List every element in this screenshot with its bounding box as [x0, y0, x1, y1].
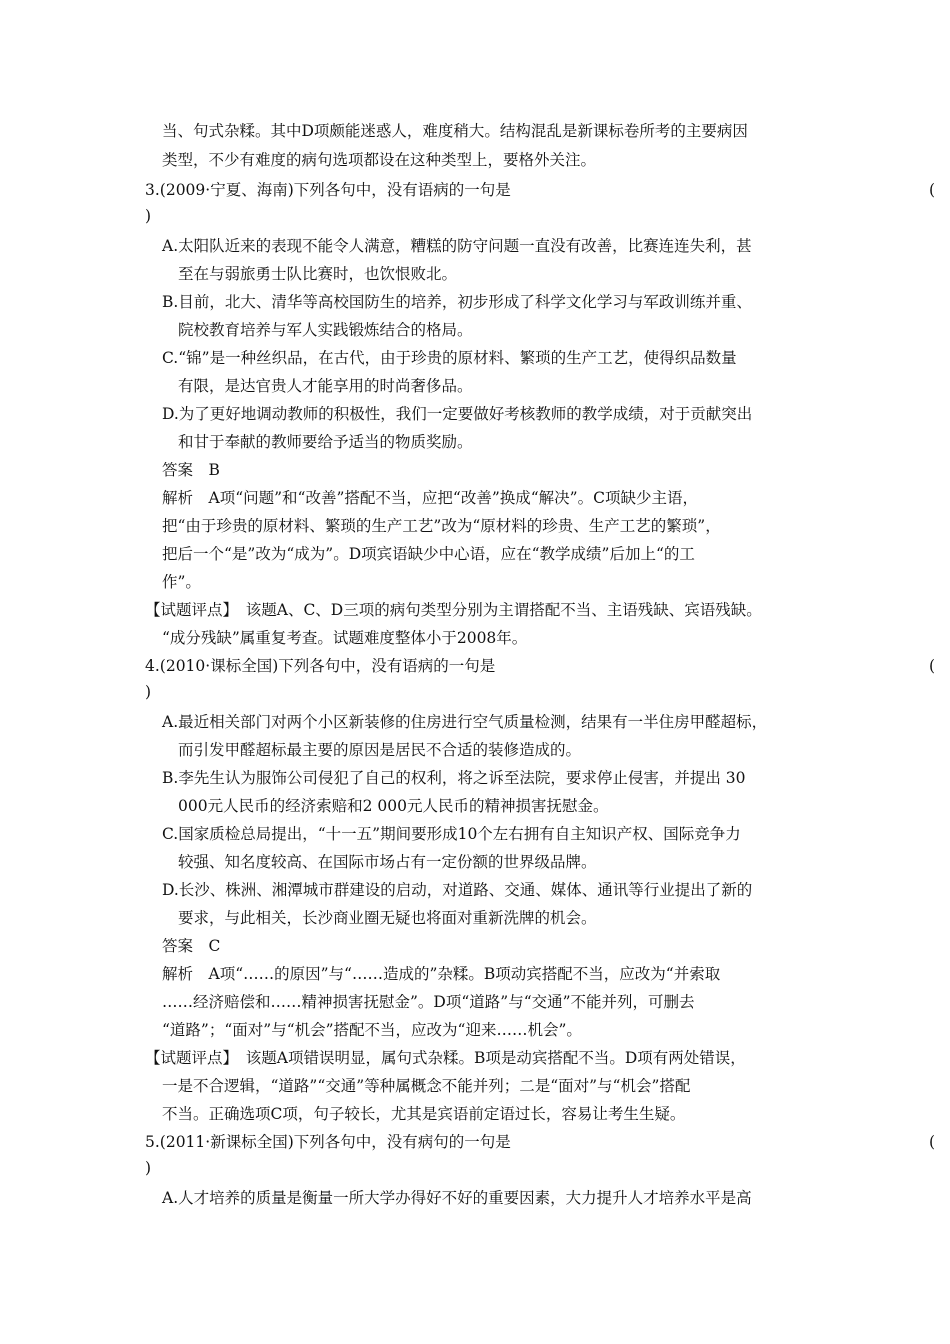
answer-paren-open: ( — [929, 181, 936, 199]
answer-paren-open: ( — [929, 657, 936, 675]
option-b: B.李先生认为服饰公司侵犯了自己的权利，将之诉至法院，要求停止侵害，并提出 30 — [162, 769, 746, 787]
analysis-line: 解析 A项“……的原因”与“……造成的”杂糅。B项动宾搭配不当，应改为“并索取 — [162, 965, 721, 983]
question-4-stem: 4.(2010·课标全国)下列各句中，没有语病的一句是 ( — [145, 657, 936, 675]
option-d-cont: 和甘于奉献的教师要给予适当的物质奖励。 — [178, 433, 473, 451]
option-d: D.为了更好地调动教师的积极性，我们一定要做好考核教师的教学成绩，对于贡献突出 — [162, 405, 753, 423]
option-b-cont: 000元人民币的经济索赔和2 000元人民币的精神损害抚慰金。 — [178, 797, 609, 815]
option-a: A.人才培养的质量是衡量一所大学办得好不好的重要因素，大力提升人才培养水平是高 — [162, 1189, 752, 1207]
analysis-line: 作”。 — [162, 573, 201, 591]
option-c: C.国家质检总局提出，“十一五”期间要形成10个左右拥有自主知识产权、国际竞争力 — [162, 825, 741, 843]
question-3-stem: 3.(2009·宁夏、海南)下列各句中，没有语病的一句是 ( — [145, 181, 936, 199]
comment-line: 不当。正确选项C项，句子较长，尤其是宾语前定语过长，容易让考生生疑。 — [162, 1105, 686, 1123]
option-a-cont: 至在与弱旅勇士队比赛时，也饮恨败北。 — [178, 265, 458, 283]
analysis-line: 把后一个“是”改为“成为”。D项宾语缺少中心语，应在“教学成绩”后加上“的工 — [162, 545, 695, 563]
analysis-line: ……经济赔偿和……精神损害抚慰金”。D项“道路”与“交通”不能并列，可删去 — [162, 993, 695, 1011]
option-b-cont: 院校教育培养与军人实践锻炼结合的格局。 — [178, 321, 473, 339]
question-5-stem: 5.(2011·新课标全国)下列各句中，没有病句的一句是 ( — [145, 1133, 936, 1151]
answer-line: 答案 B — [162, 461, 220, 479]
option-c-cont: 较强、知名度较高、在国际市场占有一定份额的世界级品牌。 — [178, 853, 597, 871]
option-a-cont: 而引发甲醛超标最主要的原因是居民不合适的装修造成的。 — [178, 741, 582, 759]
text-line: 当、句式杂糅。其中D项颇能迷惑人，难度稍大。结构混乱是新课标卷所考的主要病因 — [162, 122, 748, 140]
answer-paren-open: ( — [929, 1133, 936, 1151]
comment-line: 【试题评点】 该题A项错误明显，属句式杂糅。B项是动宾搭配不当。D项有两处错误， — [145, 1049, 746, 1067]
option-c-cont: 有限，是达官贵人才能享用的时尚奢侈品。 — [178, 377, 473, 395]
analysis-line: “道路”；“面对”与“机会”搭配不当，应改为“迎来……机会”。 — [162, 1021, 582, 1039]
comment-line: 【试题评点】 该题A、C、D三项的病句类型分别为主谓搭配不当、主语残缺、宾语残缺。 — [145, 601, 762, 619]
option-c: C.“锦”是一种丝织品，在古代，由于珍贵的原材料、繁琐的生产工艺，使得织品数量 — [162, 349, 737, 367]
analysis-line: 把“由于珍贵的原材料、繁琐的生产工艺”改为“原材料的珍贵、生产工艺的繁琐”， — [162, 517, 721, 535]
comment-line: “成分残缺”属重复考查。试题难度整体小于2008年。 — [162, 629, 528, 647]
text-line: 类型，不少有难度的病句选项都设在这种类型上，要格外关注。 — [162, 151, 597, 169]
option-a: A.太阳队近来的表现不能令人满意，糟糕的防守问题一直没有改善，比赛连连失利，甚 — [162, 237, 752, 255]
answer-paren-close: ) — [145, 207, 152, 225]
analysis-line: 解析 A项“问题”和“改善”搭配不当，应把“改善”换成“解决”。C项缺少主语， — [162, 489, 698, 507]
option-d-cont: 要求，与此相关，长沙商业圈无疑也将面对重新洗牌的机会。 — [178, 909, 597, 927]
option-b: B.目前，北大、清华等高校国防生的培养，初步形成了科学文化学习与军政训练并重、 — [162, 293, 752, 311]
answer-line: 答案 C — [162, 937, 221, 955]
answer-paren-close: ) — [145, 683, 152, 701]
comment-line: 一是不合逻辑，“道路”“交通”等种属概念不能并列；二是“面对”与“机会”搭配 — [162, 1077, 691, 1095]
option-a: A.最近相关部门对两个小区新装修的住房进行空气质量检测，结果有一半住房甲醛超标， — [162, 713, 768, 731]
answer-paren-close: ) — [145, 1159, 152, 1177]
option-d: D.长沙、株洲、湘潭城市群建设的启动，对道路、交通、媒体、通讯等行业提出了新的 — [162, 881, 753, 899]
